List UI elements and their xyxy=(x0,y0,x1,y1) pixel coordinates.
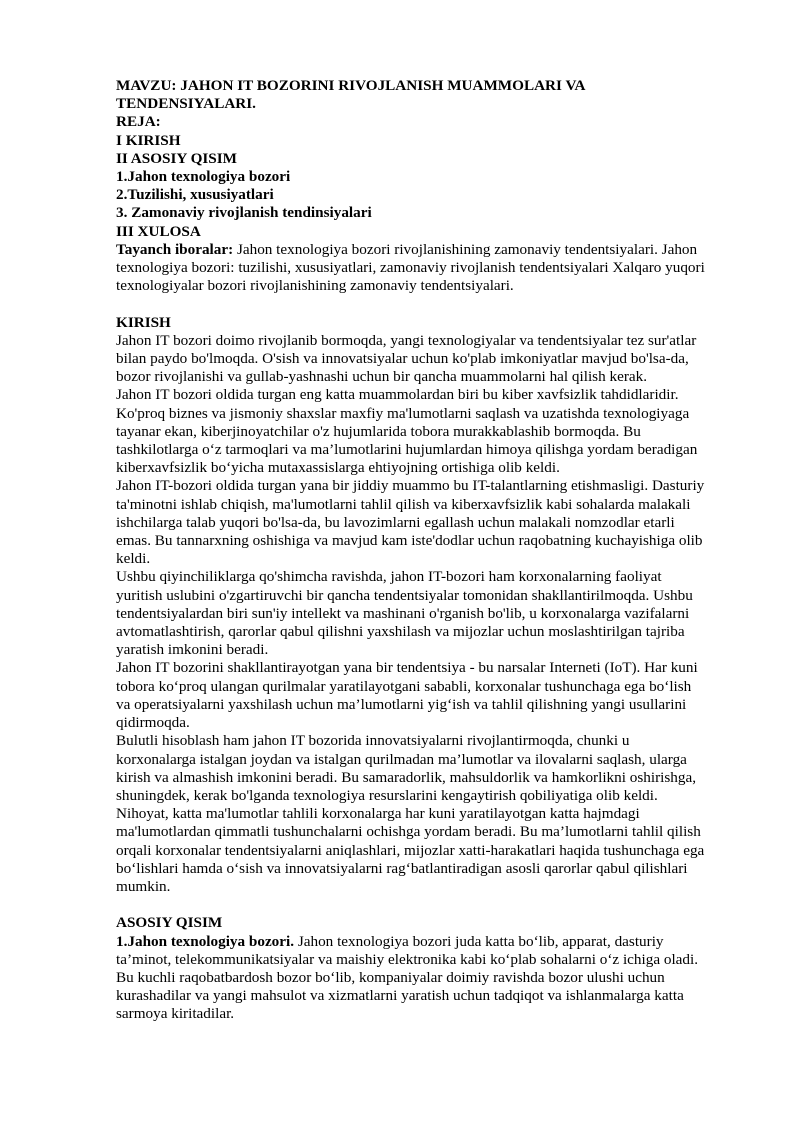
keywords-line-3: texnologiyalar bozori rivojlanishining zamonaviy tendentsiyalari. xyxy=(116,277,514,295)
document-page xyxy=(116,77,756,1024)
plan-item-conclusion: III XULOSA xyxy=(116,222,201,240)
main-text-line: sarmoya kiritadilar. xyxy=(116,1005,235,1023)
spacer xyxy=(116,896,756,914)
intro-text-line: bo‘lishlari hamda o‘sish va innovatsiyalarni rag‘batlantiradigan asosli qarorlar qabul qilishlari xyxy=(116,859,688,877)
main-text-line: kurashadilar va yangi mahsulot va xizmatlarni yaratish uchun tadqiqot va ishlanmalarga katta xyxy=(116,987,684,1005)
intro-text-line: yaratish imkonini beradi. xyxy=(116,641,269,659)
intro-text-line: Ko'proq biznes va jismoniy shaxslar maxfiy ma'lumotlarni saqlash va uzatishda texnologiyaga xyxy=(116,404,690,422)
intro-text-line: qidirmoqda. xyxy=(116,714,190,732)
spacer xyxy=(116,295,756,313)
intro-text-line: kiberxavfsizlik bo‘yicha mutaxassislarga ehtiyojning ortishiga olib keldi. xyxy=(116,459,560,477)
intro-text-line: bilan paydo bo'lmoqda. O'sish va innovatsiyalar uchun ko'plab imkoniyatlar mavjud bo'lsa-da, xyxy=(116,350,689,368)
intro-text-line: ta'minotni ishlab chiqish, ma'lumotlarni tahlil qilish va kiberxavfsizlik kabi sohalarda malakali xyxy=(116,495,691,513)
document-title-line-2: TENDENSIYALARI. xyxy=(116,95,256,113)
intro-text-line: Jahon IT-bozori oldida turgan yana bir jiddiy muammo bu IT-talantlarning etishmasligi. Dasturiy xyxy=(116,477,705,495)
intro-text-line: shuningdek, kerak bo'lganda texnologiya resurslarini kengaytirish qobiliyatiga olib keldi. xyxy=(116,786,658,804)
intro-text xyxy=(116,332,756,896)
intro-text-line: kirish va almashish imkonini beradi. Bu samaradorlik, mahsuldorlik va hamkorlikni oshirishga, xyxy=(116,768,696,786)
intro-text-line: tashkilotlarga o‘z tarmoqlari va ma’lumotlarini hujumlardan himoya qilishga yordam beradigan xyxy=(116,441,698,459)
section-heading-intro: KIRISH xyxy=(116,313,171,331)
intro-text-line: tobora ko‘proq ulangan qurilmalar yaratilayotgani sababli, korxonalar tushunchaga ega bo‘lish xyxy=(116,677,692,695)
section-heading-main: ASOSIY QISIM xyxy=(116,914,223,932)
intro-text-line: emas. Bu tannarxning oshishiga va mavjud kam iste'dodlar uchun raqobatning kuchayishiga olib xyxy=(116,532,703,550)
intro-text-line: korxonalarga istalgan joydan va istalgan qurilmadan ma’lumotlar va ilovalarni saqlash, ularga xyxy=(116,750,687,768)
intro-text-line: orqali korxonalar tendentsiyalarni aniqlashlari, mijozlar xatti-harakatlari haqida tushunchaga ega xyxy=(116,841,705,859)
plan-item-2: 2.Tuzilishi, xususiyatlari xyxy=(116,186,274,204)
plan-item-intro: I KIRISH xyxy=(116,131,181,149)
intro-text-line: Bulutli hisoblash ham jahon IT bozorida innovatsiyalarni rivojlantirmoqda, chunki u xyxy=(116,732,630,750)
intro-text-line: Nihoyat, katta ma'lumotlar tahlili korxonalarga har kuni yaratilayotgan katta hajmdagi xyxy=(116,805,640,823)
intro-text-line: ishchilarga talab yuqori bo'lsa-da, bu lavozimlarni egallash uchun malakali nomzodlar etarli xyxy=(116,513,675,531)
intro-text-line: va operatsiyalarni yaxshilash uchun ma’lumotlarni yig‘ish va tahlil qilishning yangi usullarini xyxy=(116,695,687,713)
intro-text-line: tendentsiyalardan biri sun'iy intellekt va mashinani o'rganish bo'lib, u korxonalarga vazifalarni xyxy=(116,604,690,622)
keywords-line-2: texnologiya bozori: tuzilishi, xususiyatlari, zamonaviy rivojlanish tendentsiyalari Xalqaro yuqori xyxy=(116,259,705,277)
document-header xyxy=(116,77,756,241)
main-text-1: Jahon texnologiya bozori juda katta bo‘lib, apparat, dasturiy xyxy=(294,932,664,950)
keywords-line-1 xyxy=(116,241,756,259)
intro-text-line: Ushbu qiyinchiliklarga qo'shimcha ravishda, jahon IT-bozori ham korxonalarning faoliyat xyxy=(116,568,662,586)
plan-item-1: 1.Jahon texnologiya bozori xyxy=(116,168,291,186)
intro-text-line: Jahon IT bozorini shakllantirayotgan yana bir tendentsiya - bu narsalar Interneti (IoT). Har kuni xyxy=(116,659,698,677)
intro-text-line: avtomatlashtirish, qarorlar qabul qilishni yaxshilash va mijozlar uchun moslashtirilgan tajriba xyxy=(116,623,685,641)
intro-text-line: bozor rivojlanishi va gullab-yashnashi uchun bir qancha muammolarni hal qilish kerak. xyxy=(116,368,648,386)
main-line-1 xyxy=(116,933,756,951)
keywords-label: Tayanch iboralar: xyxy=(116,240,234,258)
plan-label: REJA: xyxy=(116,113,161,131)
plan-item-main: II ASOSIY QISIM xyxy=(116,149,237,167)
intro-text-line: yuritish uslubini o'zgartiruvchi bir qancha tendentsiyalar tomonidan shakllantirilmoqda. Ushbu xyxy=(116,586,693,604)
intro-text-line: tayanar ekan, kiberjinoyatchilar o'z hujumlarida tobora murakkablashib bormoqda. Bu xyxy=(116,422,641,440)
intro-text-line: Jahon IT bozori oldida turgan eng katta muammolardan biri bu kiber xavfsizlik tahdidlaridir. xyxy=(116,386,679,404)
main-text-line: ta’minot, telekommunikatsiyalar va maishiy elektronika kabi ko‘plab sohalarni o‘z ichiga oladi. xyxy=(116,950,699,968)
keywords-text-1: Jahon texnologiya bozori rivojlanishining zamonaviy tendentsiyalari. Jahon xyxy=(233,240,698,258)
intro-text-line: ma'lumotlardan qimmatli tushunchalarni ochishga yordam beradi. Bu ma’lumotlarni tahlil qilish xyxy=(116,823,701,841)
main-section xyxy=(116,914,756,1023)
intro-text-line: keldi. xyxy=(116,550,151,568)
main-text-line: Bu kuchli raqobatbardosh bozor bo‘lib, kompaniyalar doimiy ravishda bozor ulushi uchun xyxy=(116,968,665,986)
intro-section xyxy=(116,314,756,897)
document-title-line-1: MAVZU: JAHON IT BOZORINI RIVOJLANISH MUAMMOLARI VA xyxy=(116,77,586,94)
keywords-paragraph xyxy=(116,241,756,296)
intro-text-line: mumkin. xyxy=(116,877,171,895)
plan-item-3: 3. Zamonaviy rivojlanish tendinsiyalari xyxy=(116,204,372,222)
main-lead-bold: 1.Jahon texnologiya bozori. xyxy=(116,932,295,950)
intro-text-line: Jahon IT bozori doimo rivojlanib bormoqda, yangi texnologiyalar va tendentsiyalar tez sur'atlar xyxy=(116,331,697,349)
main-text xyxy=(116,951,756,1024)
